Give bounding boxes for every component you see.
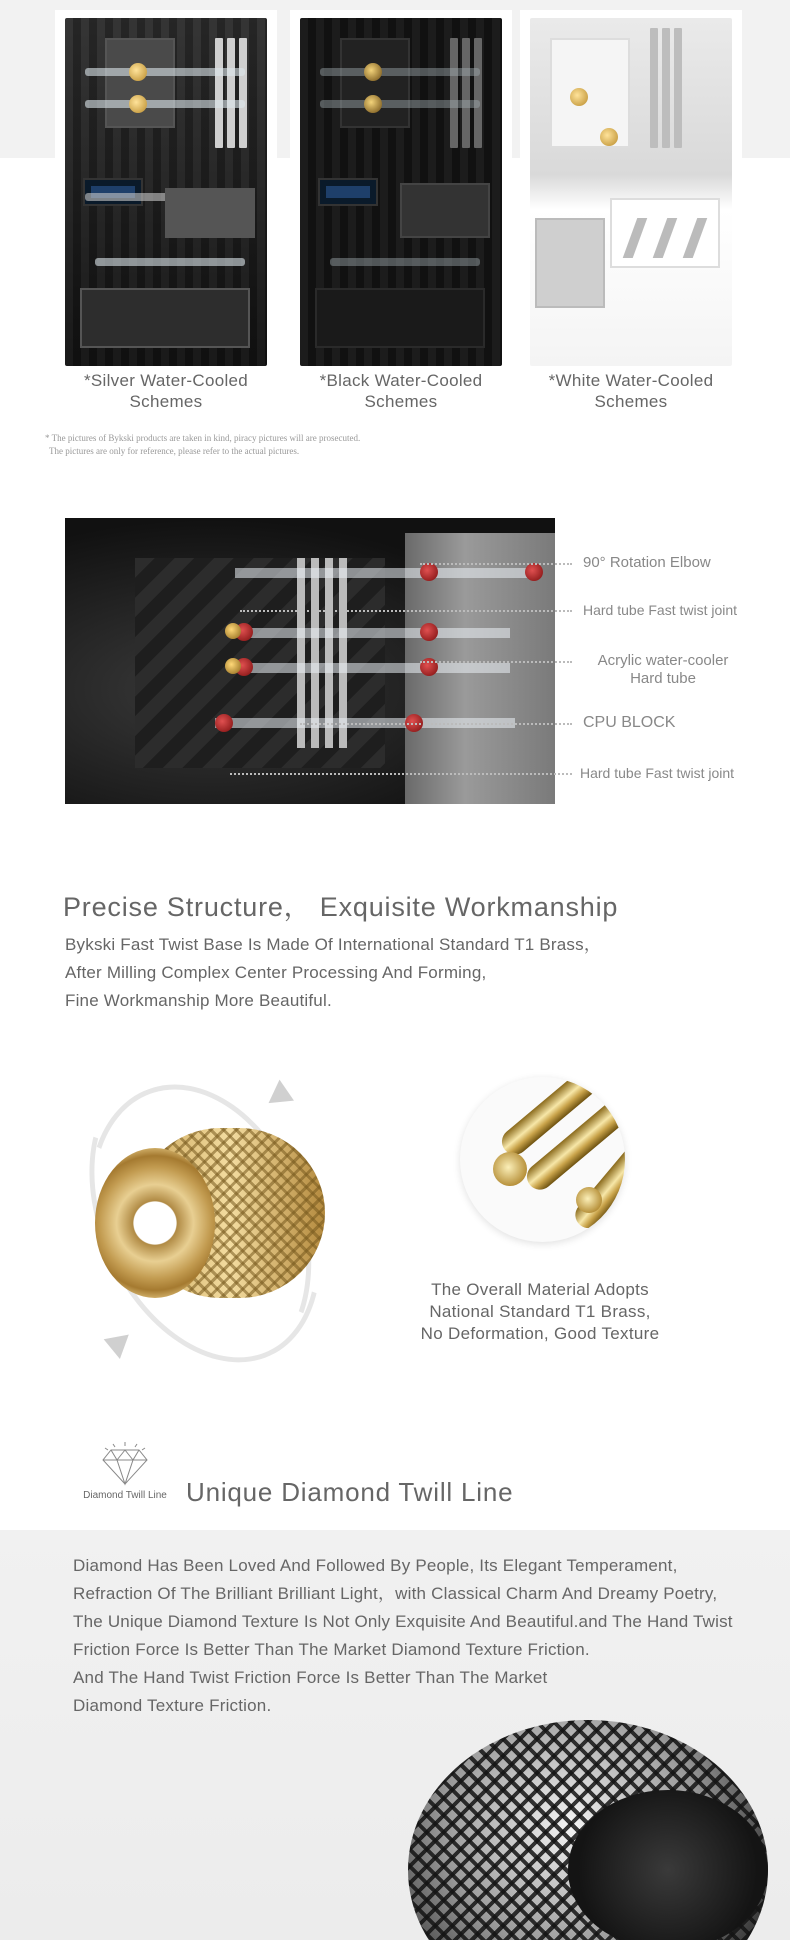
annotation-line: Acrylic water-cooler xyxy=(597,652,729,669)
leader-line xyxy=(240,610,572,612)
caption-line: *Silver Water-Cooled xyxy=(83,371,249,390)
caption-line: Schemes xyxy=(129,392,203,411)
description-line: National Standard T1 Brass, xyxy=(429,1302,651,1321)
annotation-fast-twist-joint-top: Hard tube Fast twist joint xyxy=(583,602,738,618)
description-line: The Overall Material Adopts xyxy=(431,1280,649,1299)
disclaimer xyxy=(45,432,360,458)
disclaimer-line: * The pictures of Bykski products are taken in kind, piracy pictures will are prosecuted. xyxy=(45,433,361,443)
paragraph-line: The Unique Diamond Texture Is Not Only Exquisite And Beautiful.and The Hand Twist xyxy=(73,1612,733,1631)
paragraph-line: Diamond Has Been Loved And Followed By People, Its Elegant Temperament, xyxy=(73,1556,678,1575)
annotation-line: Hard tube xyxy=(630,670,696,687)
annotation-rotation-elbow: 90° Rotation Elbow xyxy=(583,554,711,571)
annotation-fast-twist-joint-bottom: Hard tube Fast twist joint xyxy=(580,765,735,781)
white-scheme-caption xyxy=(520,370,742,412)
caption-line: *Black Water-Cooled xyxy=(319,371,483,390)
paragraph-line: And The Hand Twist Friction Force Is Better Than The Market xyxy=(73,1668,548,1687)
diamond-logo xyxy=(85,1440,165,1500)
leader-line xyxy=(300,723,572,725)
diamond-icon xyxy=(85,1440,165,1486)
silver-scheme-caption xyxy=(55,370,277,412)
leader-line xyxy=(230,773,572,775)
black-scheme-card xyxy=(290,10,512,420)
silver-scheme-photo xyxy=(65,18,267,366)
description-line: No Deformation, Good Texture xyxy=(420,1324,660,1343)
annotation-acrylic-tube xyxy=(583,652,743,688)
paragraph-line: Fine Workmanship More Beautiful. xyxy=(65,991,332,1010)
silver-scheme-card xyxy=(55,10,277,420)
white-scheme-photo xyxy=(530,18,732,366)
brass-rods-image xyxy=(460,1077,625,1242)
precise-structure-heading: Precise Structure， Exquisite Workmanship xyxy=(63,892,619,922)
leader-line xyxy=(420,661,572,663)
caption-line: Schemes xyxy=(594,392,668,411)
caption-line: Schemes xyxy=(364,392,438,411)
caption-line: *White Water-Cooled xyxy=(548,371,714,390)
paragraph-line: Diamond Texture Friction. xyxy=(73,1696,272,1715)
knurled-brass-nut-image xyxy=(95,1108,325,1308)
material-description xyxy=(400,1279,680,1345)
white-scheme-card xyxy=(520,10,742,420)
diamond-knurl-closeup-image xyxy=(398,1690,790,1940)
paragraph-line: Friction Force Is Better Than The Market Diamond Texture Friction. xyxy=(73,1640,590,1659)
paragraph-line: Refraction Of The Brilliant Brilliant Light，with Classical Charm And Dreamy Poetry, xyxy=(73,1584,718,1603)
disclaimer-line: The pictures are only for reference, please refer to the actual pictures. xyxy=(49,446,300,456)
leader-line xyxy=(420,563,572,565)
black-scheme-caption xyxy=(290,370,512,412)
precise-structure-text xyxy=(65,931,601,1015)
rotation-arrow-head-icon xyxy=(99,1327,129,1359)
paragraph-line: Bykski Fast Twist Base Is Made Of International Standard T1 Brass， xyxy=(65,935,602,954)
annotation-cpu-block: CPU BLOCK xyxy=(583,714,676,731)
diamond-twill-heading: Unique Diamond Twill Line xyxy=(186,1477,514,1507)
paragraph-line: After Milling Complex Center Processing And Forming, xyxy=(65,963,487,982)
black-scheme-photo xyxy=(300,18,502,366)
diamond-logo-label: Diamond Twill Line xyxy=(83,1490,167,1501)
